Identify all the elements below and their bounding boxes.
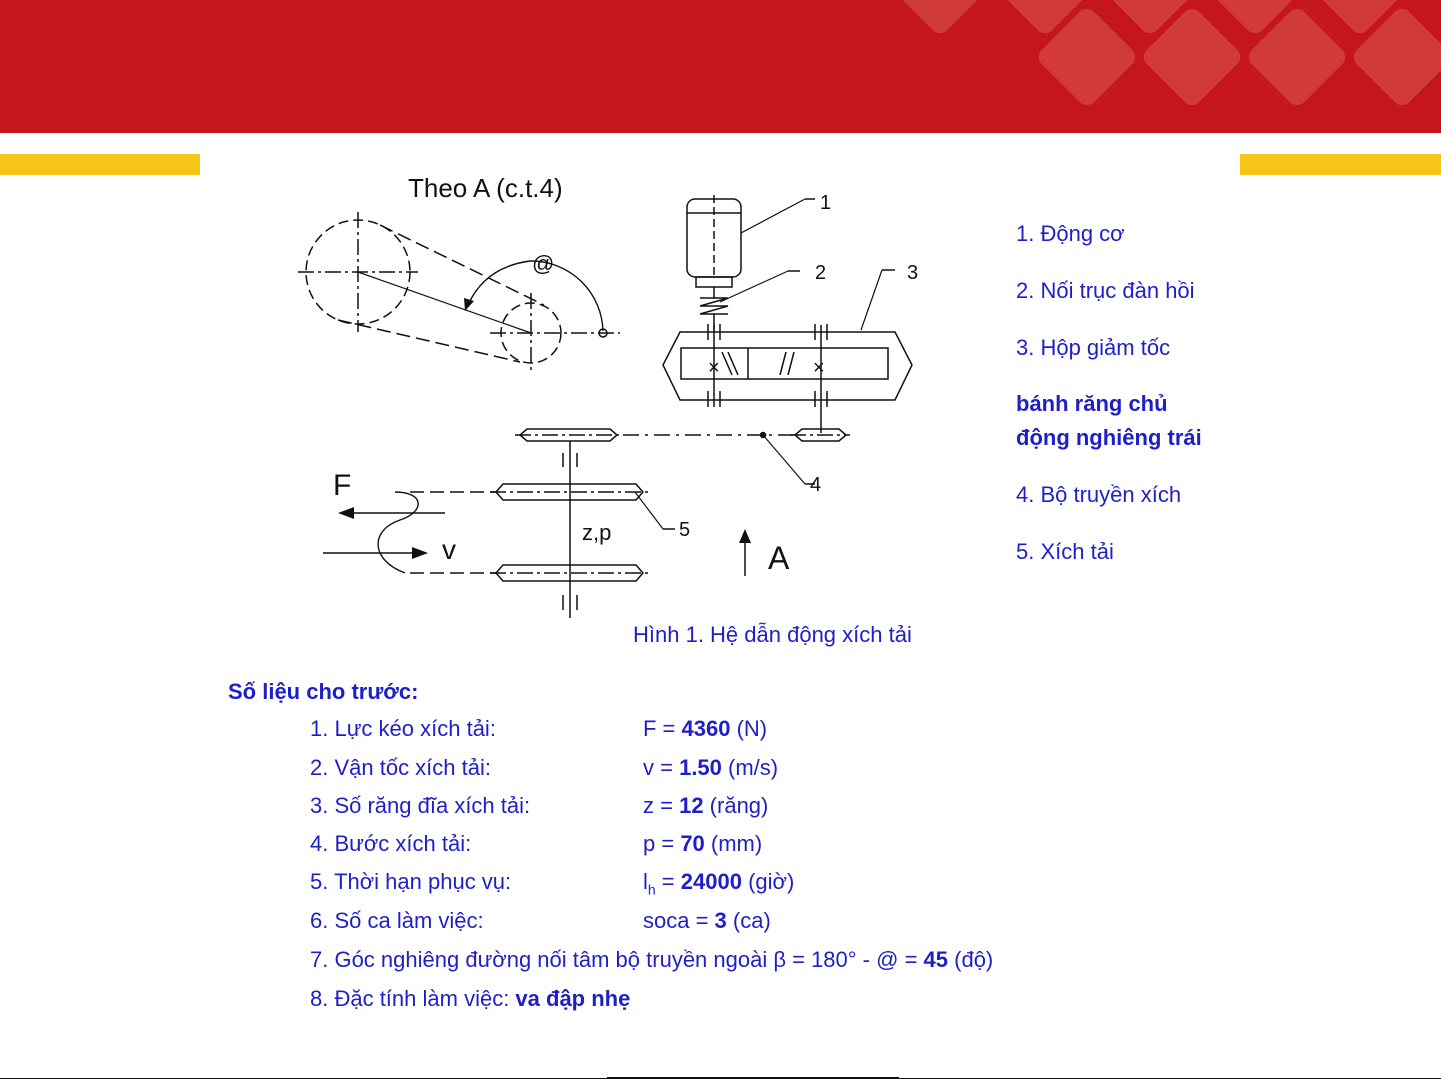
row-value: z = 12 (răng) (643, 793, 769, 818)
data-section-title: Số liệu cho trước: (228, 679, 419, 704)
row-label: 3. Số răng đĩa xích tải: (310, 793, 531, 818)
legend-item-1: 1. Động cơ (1016, 221, 1125, 246)
svg-text:×: × (813, 357, 825, 379)
chain-drive-symbol (515, 429, 850, 485)
view-a-sketch (298, 212, 620, 373)
footer-line-accent (607, 1077, 899, 1079)
callout-3: 3 (907, 262, 919, 284)
row-value: v = 1.50 (m/s) (643, 755, 779, 780)
legend-note-line2: động nghiêng trái (1016, 425, 1202, 450)
drive-system-diagram (290, 165, 930, 620)
callout-5: 5 (679, 519, 691, 541)
legend-note-line1: bánh răng chủ (1016, 391, 1168, 416)
data-row-load-type: 8. Đặc tính làm việc: va đập nhẹ (310, 986, 631, 1011)
header-banner (0, 0, 1441, 133)
svg-text:×: × (708, 357, 720, 379)
row-value: soca = 3 (ca) (643, 908, 771, 933)
angle-symbol: @ (532, 251, 555, 276)
row-value: p = 70 (mm) (643, 831, 763, 856)
legend-item-3: 3. Hộp giảm tốc (1016, 335, 1171, 360)
data-row-angle: 7. Góc nghiêng đường nối tâm bộ truyền ngoài β = 180° - @ = 45 (độ) (310, 947, 994, 972)
row-value: F = 4360 (N) (643, 716, 768, 741)
figure-caption: Hình 1. Hệ dẫn động xích tải (633, 622, 912, 647)
callout-1: 1 (820, 192, 832, 214)
legend-item-5: 5. Xích tải (1016, 539, 1114, 564)
force-label: F (333, 469, 352, 502)
conveyor-symbol (323, 484, 751, 618)
view-title: Theo A (c.t.4) (408, 173, 563, 203)
view-arrow-label: A (768, 540, 790, 576)
sprocket-label: z,p (582, 520, 612, 545)
coupling-symbol (700, 271, 800, 330)
legend-item-2: 2. Nối trục đàn hồi (1016, 278, 1195, 303)
motor-symbol (687, 195, 815, 298)
callout-4: 4 (810, 474, 822, 496)
gold-bar-right (1240, 154, 1441, 175)
row-label: 2. Vận tốc xích tải: (310, 755, 491, 780)
gold-bar-left (0, 154, 200, 175)
row-label: 6. Số ca làm việc: (310, 908, 484, 933)
callout-2: 2 (815, 262, 827, 284)
velocity-label: v (442, 534, 456, 565)
legend-item-4: 4. Bộ truyền xích (1016, 482, 1182, 507)
gearbox-symbol (663, 270, 912, 433)
header-diamond (888, 0, 993, 37)
row-label: 1. Lực kéo xích tải: (310, 716, 496, 741)
row-value: $l_h = 24000$ (giờ) (643, 869, 795, 898)
row-label: 5. Thời hạn phục vụ: (310, 869, 512, 894)
row-label: 4. Bước xích tải: (310, 831, 472, 856)
